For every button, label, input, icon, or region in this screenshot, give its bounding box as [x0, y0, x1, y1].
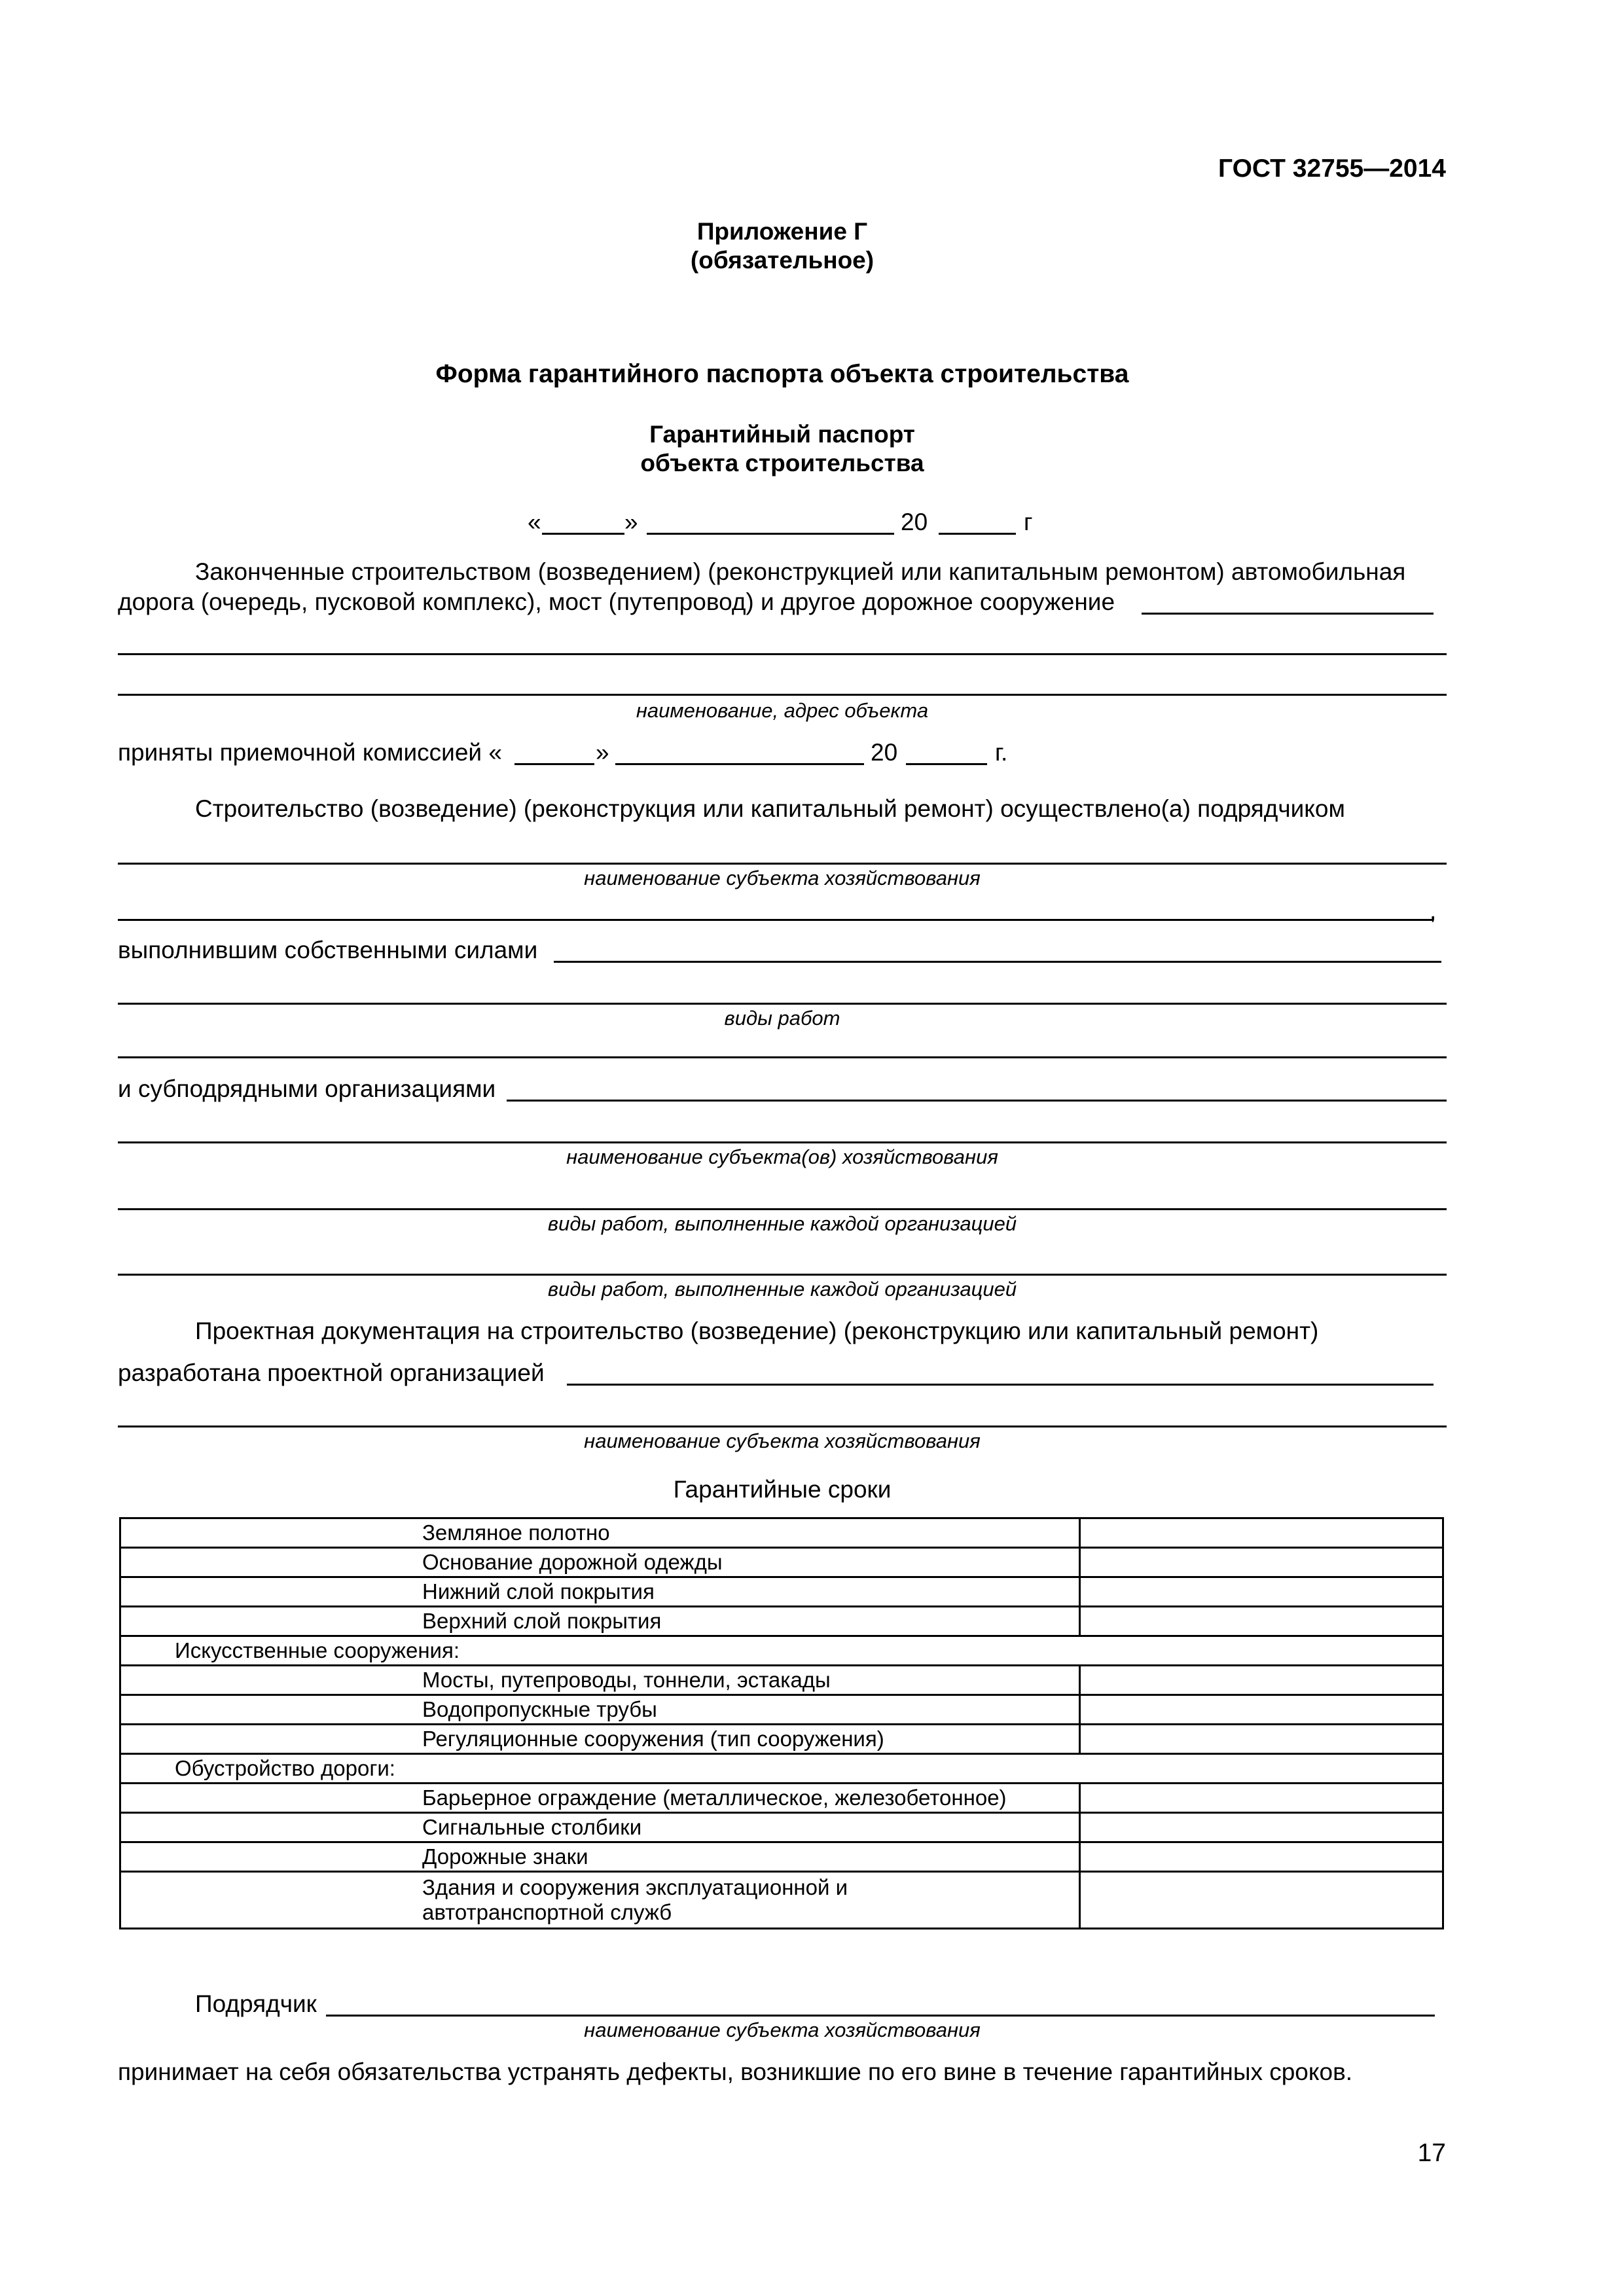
table-item-name: Основание дорожной одежды: [422, 1548, 1080, 1577]
table-term-cell[interactable]: [1080, 1784, 1443, 1813]
caption-subject: наименование субъекта хозяйствования: [584, 867, 981, 889]
table-item-name: Дорожные знаки: [422, 1842, 1080, 1872]
date-open-quote: «: [528, 509, 541, 535]
object-field-1[interactable]: [1142, 613, 1434, 615]
table-row: [120, 1842, 1443, 1872]
table-term-cell[interactable]: [1080, 1666, 1443, 1695]
table-item-name-line2: автотранспортной служб: [422, 1900, 672, 1924]
caption-contractor-subject: наименование субъекта хозяйствования: [584, 2018, 981, 2041]
passport-title-line1: Гарантийный паспорт: [649, 421, 915, 448]
table-item-name-line1: Здания и сооружения эксплуатационной и: [422, 1875, 848, 1899]
page-title: Форма гарантийного паспорта объекта строительства: [435, 360, 1129, 388]
date-year-prefix: 20: [901, 509, 928, 535]
table-row: [120, 1872, 1443, 1929]
design-line1: Проектная документация на строительство (возведение) (реконструкцию или капитальный ремонт): [195, 1318, 1319, 1344]
para1-line1: Законченные строительством (возведением) (реконструкцией или капитальным ремонтом) автомобильная: [195, 558, 1406, 585]
table-term-cell[interactable]: [1080, 1577, 1443, 1607]
table-item-name: Нижний слой покрытия: [422, 1577, 1080, 1607]
guarantee-table: [119, 1517, 1444, 1929]
date-month-field[interactable]: [647, 533, 894, 535]
own-forces-field-2[interactable]: [118, 1003, 1447, 1005]
accepted-month-field[interactable]: [615, 763, 864, 765]
date-year-field[interactable]: [939, 533, 1016, 535]
contractor-field-1[interactable]: [118, 863, 1447, 865]
contractor-comma: ,: [1430, 897, 1437, 924]
accepted-year-field[interactable]: [906, 763, 987, 765]
table-term-cell[interactable]: [1080, 1872, 1443, 1929]
table-indent-cell: [120, 1607, 423, 1636]
caption-works-each-2: виды работ, выполненные каждой организацией: [547, 1278, 1017, 1300]
table-row: [120, 1518, 1443, 1548]
table-title: Гарантийные сроки: [673, 1476, 892, 1503]
table-item-name: Земляное полотно: [422, 1518, 1080, 1548]
table-term-cell[interactable]: [1080, 1842, 1443, 1872]
obligation-text: принимает на себя обязательства устранять дефекты, возникшие по его вине в течение гарантийных сроков.: [118, 2058, 1353, 2085]
appendix-title: Приложение Г: [696, 218, 868, 245]
table-item-name: Сигнальные столбики: [422, 1813, 1080, 1842]
date-close-quote: »: [624, 509, 638, 535]
construction-line: Строительство (возведение) (реконструкция или капитальный ремонт) осуществлено(а) подрядчиком: [195, 795, 1345, 822]
table-item-name: Мосты, путепроводы, тоннели, эстакады: [422, 1666, 1080, 1695]
passport-title-line2: объекта строительства: [640, 450, 924, 476]
caption-works: виды работ: [724, 1007, 840, 1030]
page-number: 17: [1417, 2139, 1446, 2167]
subcontractors-field-2[interactable]: [118, 1141, 1447, 1143]
standard-number: ГОСТ 32755—2014: [1218, 154, 1446, 183]
accepted-year-prefix: 20: [871, 739, 898, 766]
table-row: [120, 1577, 1443, 1607]
object-field-2[interactable]: [118, 653, 1447, 655]
table-indent-cell: [120, 1725, 423, 1754]
own-forces-field-3[interactable]: [118, 1056, 1447, 1058]
date-day-field[interactable]: [542, 533, 624, 535]
table-indent-cell: [120, 1518, 423, 1548]
own-forces-field-1[interactable]: [554, 961, 1441, 963]
date-year-suffix: г: [1024, 509, 1033, 535]
table-term-cell[interactable]: [1080, 1548, 1443, 1577]
table-indent-cell: [120, 1695, 423, 1725]
table-indent-cell: [120, 1784, 423, 1813]
contractor-name-field[interactable]: [326, 2015, 1435, 2017]
table-term-cell[interactable]: [1080, 1813, 1443, 1842]
table-term-cell[interactable]: [1080, 1607, 1443, 1636]
accepted-close-quote: »: [596, 739, 609, 766]
accepted-day-field[interactable]: [514, 763, 594, 765]
table-item-name: Верхний слой покрытия: [422, 1607, 1080, 1636]
contractor-field-2[interactable]: [118, 919, 1434, 921]
accepted-year-suffix: г.: [995, 739, 1008, 766]
table-term-cell[interactable]: [1080, 1695, 1443, 1725]
table-section-label: Обустройство дороги:: [120, 1754, 1443, 1784]
object-field-3[interactable]: [118, 694, 1447, 696]
table-row: [120, 1636, 1443, 1666]
table-item-name: Водопропускные трубы: [422, 1695, 1080, 1725]
subcontractors-label: и субподрядными организациями: [118, 1075, 496, 1102]
design-line2: разработана проектной организацией: [118, 1359, 545, 1386]
table-indent-cell: [120, 1666, 423, 1695]
table-term-cell[interactable]: [1080, 1725, 1443, 1754]
caption-design-subject: наименование субъекта хозяйствования: [584, 1429, 981, 1452]
accepted-prefix: приняты приемочной комиссией «: [118, 739, 502, 766]
table-indent-cell: [120, 1577, 423, 1607]
table-row: [120, 1725, 1443, 1754]
works-each-field-1[interactable]: [118, 1208, 1447, 1210]
caption-subjects-plural: наименование субъекта(ов) хозяйствования: [566, 1145, 998, 1168]
design-field-1[interactable]: [567, 1384, 1434, 1386]
own-forces-label: выполнившим собственными силами: [118, 937, 538, 963]
table-indent-cell: [120, 1872, 423, 1929]
table-section-label: Искусственные сооружения:: [120, 1636, 1443, 1666]
table-row: [120, 1813, 1443, 1842]
table-item-name: [422, 1872, 1080, 1929]
table-row: [120, 1695, 1443, 1725]
table-indent-cell: [120, 1548, 423, 1577]
table-indent-cell: [120, 1842, 423, 1872]
table-row: [120, 1784, 1443, 1813]
para1-line2: дорога (очередь, пусковой комплекс), мост (путепровод) и другое дорожное сооружение: [118, 588, 1115, 615]
contractor-label: Подрядчик: [195, 1990, 317, 2017]
table-row: [120, 1666, 1443, 1695]
table-row: [120, 1754, 1443, 1784]
table-term-cell[interactable]: [1080, 1518, 1443, 1548]
table-item-name: Барьерное ограждение (металлическое, железобетонное): [422, 1784, 1080, 1813]
subcontractors-field-1[interactable]: [507, 1100, 1447, 1102]
works-each-field-2[interactable]: [118, 1274, 1447, 1276]
table-indent-cell: [120, 1813, 423, 1842]
table-row: [120, 1607, 1443, 1636]
design-field-2[interactable]: [118, 1426, 1447, 1427]
table-item-name: Регуляционные сооружения (тип сооружения): [422, 1725, 1080, 1754]
caption-object-name: наименование, адрес объекта: [636, 699, 929, 722]
appendix-status: (обязательное): [690, 247, 875, 274]
caption-works-each-1: виды работ, выполненные каждой организацией: [547, 1212, 1017, 1235]
table-row: [120, 1548, 1443, 1577]
